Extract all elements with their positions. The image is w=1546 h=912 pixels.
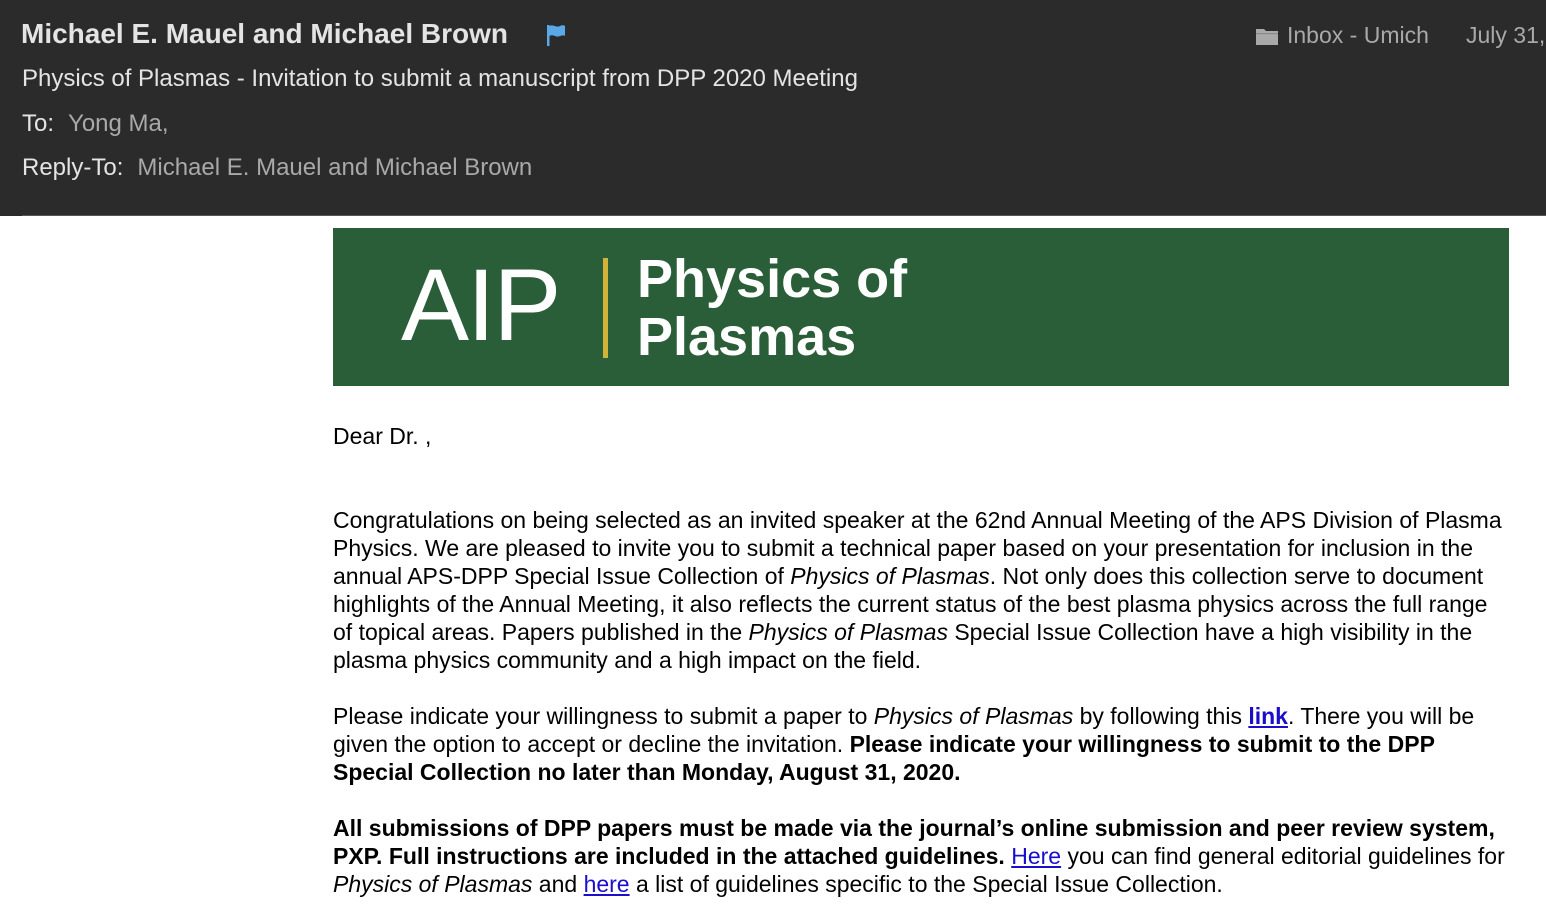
to-label: To:	[22, 110, 55, 137]
editorial-guidelines-link[interactable]: Here	[1011, 843, 1062, 869]
p2-text-c: . There you will be given the option to accept or decline the invitation.	[333, 703, 1475, 757]
p1-text-a: Congratulations on being selected as an invited speaker at the 62nd Annual Meeting of the APS Division of Plasma Physics. We are pleased to invite you to submit a technical paper based on your presentation for inclusion in the annual APS-DPP Special Issue Collection of	[333, 507, 1502, 589]
reply-to-label: Reply-To:	[22, 154, 124, 181]
p2-text-b: by following this	[1073, 703, 1249, 729]
reply-to-row	[22, 154, 532, 182]
journal-name-line1: Physics of	[637, 249, 908, 309]
message-date: July 31,	[1466, 22, 1546, 48]
aip-logo: AIP	[401, 248, 560, 362]
p1-text-b: . Not only does this collection serve to document highlights of the Annual Meeting, it also reflects the current status of the best plasma physics across the full range of topical areas. Papers published in the	[333, 563, 1488, 645]
p1-text-c: Special Issue Collection have a high visibility in the plasma physics community and a high impact on the field.	[333, 619, 1473, 673]
p3-instructions-bold: All submissions of DPP papers must be made via the journal’s online submission and peer review system, PXP. Full instructions are included in the attached guidelines.	[333, 815, 1495, 869]
mailbox-label: Inbox - Umich	[1287, 22, 1429, 48]
journal-banner	[333, 228, 1509, 386]
p2-text-a: Please indicate your willingness to submit a paper to	[333, 703, 874, 729]
to-row	[22, 110, 169, 138]
paragraph-willingness	[333, 702, 1513, 786]
folder-icon	[1255, 26, 1279, 46]
mailbox-location[interactable]	[1255, 22, 1429, 49]
willingness-link[interactable]: link	[1248, 703, 1288, 729]
p2-deadline-bold: Please indicate your willingness to submit to the DPP Special Collection no later than Monday, August 31, 2020.	[333, 731, 1435, 785]
paragraph-submissions	[333, 814, 1513, 898]
p3-text-b: and	[532, 871, 584, 897]
header-divider	[22, 215, 1546, 216]
salutation: Dear Dr. ,	[333, 423, 432, 449]
journal-name	[637, 250, 907, 366]
p1-journal-italic-1: Physics of Plasmas	[790, 563, 990, 589]
reply-to-address[interactable]: Michael E. Mauel and Michael Brown	[137, 154, 533, 181]
logo-divider	[603, 258, 608, 358]
p3-journal-italic: Physics of Plasmas	[333, 871, 533, 897]
flag-icon[interactable]	[545, 23, 567, 47]
message-subject: Physics of Plasmas - Invitation to submit a manuscript from DPP 2020 Meeting	[22, 65, 858, 92]
p1-journal-italic-2: Physics of Plasmas	[748, 619, 948, 645]
paragraph-congratulations	[333, 506, 1513, 674]
p3-text-c: a list of guidelines specific to the Special Issue Collection.	[629, 871, 1223, 897]
journal-name-line2: Plasmas	[637, 307, 857, 367]
to-recipient[interactable]: Yong Ma,	[68, 110, 169, 137]
special-issue-guidelines-link[interactable]: here	[583, 871, 630, 897]
sender-name[interactable]: Michael E. Mauel and Michael Brown	[21, 18, 508, 49]
message-header	[0, 0, 1546, 216]
p3-text-a: you can find general editorial guidelines for	[1061, 843, 1505, 869]
p2-journal-italic: Physics of Plasmas	[873, 703, 1074, 729]
